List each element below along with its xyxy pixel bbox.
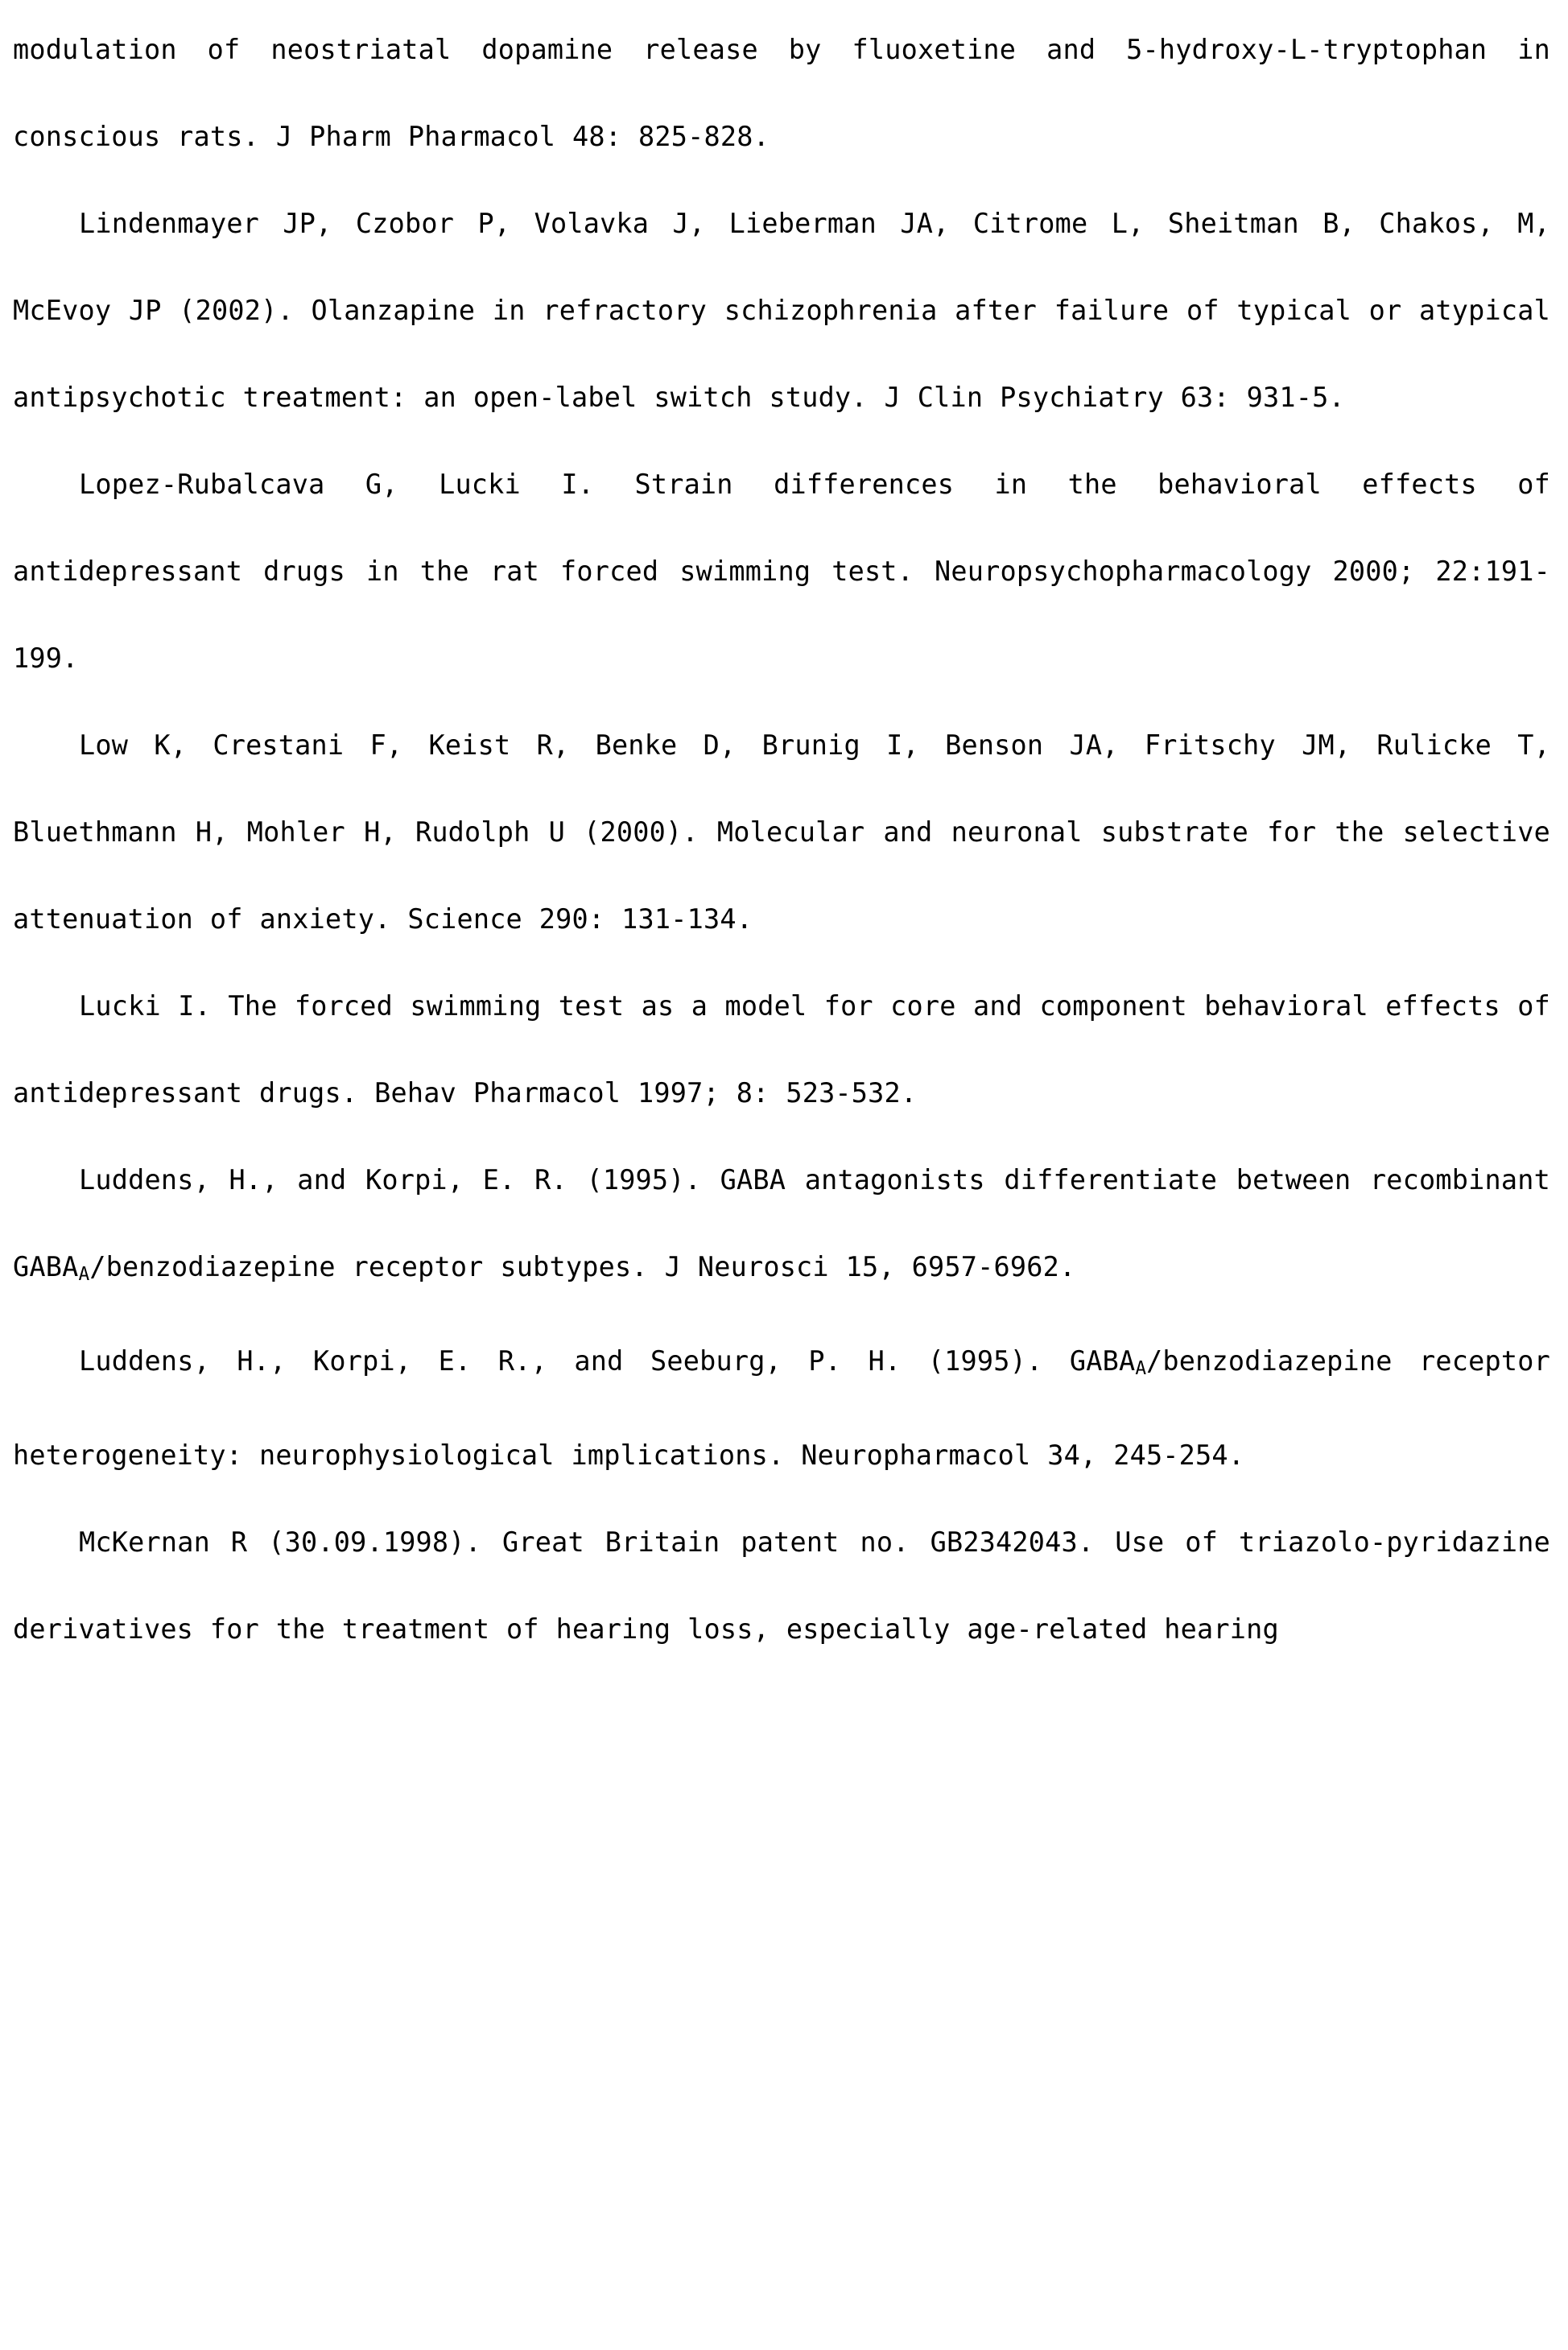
reference-text: McKernan R (30.09.1998). Great Britain patent no. GB2342043. Use of triazolo-pyridazine derivatives for the treatment of hearing loss, especially age-related hearing	[13, 1526, 1550, 1645]
reference-text: Lucki I. The forced swimming test as a model for core and component behavioral effects of antidepressant drugs. Behav Pharmacol 1997; 8: 523-532.	[13, 990, 1550, 1109]
reference-text: Luddens, H., and Korpi, E. R. (1995). GABA antagonists differentiate between recombinant GABA	[13, 1164, 1550, 1282]
reference-text: /benzodiazepine receptor subtypes. J Neurosci 15, 6957-6962.	[89, 1251, 1076, 1282]
reference-entry	[13, 1318, 1550, 1499]
reference-text: /benzodiazepine receptor heterogeneity: neurophysiological implications. Neuropharmacol 34, 245-254.	[13, 1345, 1550, 1471]
reference-entry	[13, 702, 1550, 963]
reference-entry	[13, 180, 1550, 441]
reference-text: modulation of neostriatal dopamine release by fluoxetine and 5-hydroxy-L-tryptophan in conscious rats. J Pharm Pharmacol 48: 825-828.	[13, 34, 1550, 152]
subscript-text: A	[78, 1264, 90, 1285]
reference-entry	[13, 1499, 1550, 1673]
reference-entry	[13, 1137, 1550, 1318]
reference-text: Lopez-Rubalcava G, Lucki I. Strain differences in the behavioral effects of antidepressant drugs in the rat forced swimming test. Neuropsychopharmacology 2000; 22:191-199.	[13, 469, 1550, 674]
references-list	[0, 6, 1568, 1673]
reference-entry	[13, 6, 1550, 180]
reference-text: Low K, Crestani F, Keist R, Benke D, Brunig I, Benson JA, Fritschy JM, Rulicke T, Bluethmann H, Mohler H, Rudolph U (2000). Molecular and neuronal substrate for the selective attenuation of anxiety. Science 290: 131-134.	[13, 729, 1550, 935]
reference-entry	[13, 963, 1550, 1137]
subscript-text: A	[1135, 1358, 1147, 1379]
reference-entry	[13, 441, 1550, 702]
reference-text: Luddens, H., Korpi, E. R., and Seeburg, P. H. (1995). GABA	[79, 1345, 1136, 1377]
reference-text: Lindenmayer JP, Czobor P, Volavka J, Lieberman JA, Citrome L, Sheitman B, Chakos, M, McEvoy JP (2002). Olanzapine in refractory schizophrenia after failure of typical or atypical antipsychotic treatment: an open-label switch study. J Clin Psychiatry 63: 931-5.	[13, 208, 1550, 413]
